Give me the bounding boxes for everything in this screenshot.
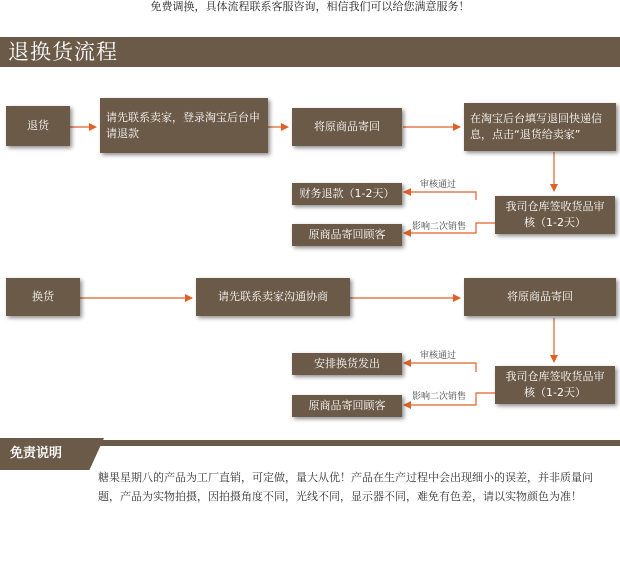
exchange-check-box: 我司仓库签收货品审核（1-2天） [495,366,615,404]
return-pass-box: 财务退款（1-2天） [292,183,402,205]
return-step3-box: 在淘宝后台填写退回快递信息，点击“退货给卖家” [464,103,616,151]
arrow-exchange-pass [404,363,476,372]
exchange-pass-box: 安排换货发出 [292,353,402,375]
return-fail-label: 影响二次销售 [412,222,467,232]
top-note: 免费调换，具体流程联系客服咨询，相信我们可以给您满意服务！ [150,0,470,13]
disclaimer-text: 糖果星期八的产品为工厂直销，可定做，量大从优！产品在生产过程中会出现细小的误差，并非质量问题，产品为实物拍摄，因拍摄角度不同，光线不同，显示器不同，难免有色差，请以实物颜色为准！ [98,471,593,503]
exchange-fail-label: 影响二次销售 [412,392,467,402]
return-pass-label: 审核通过 [420,180,457,190]
exchange-step2-box: 将原商品寄回 [464,278,616,316]
return-fail-box: 原商品寄回顾客 [292,224,402,246]
return-step1-box: 请先联系卖家，登录淘宝后台申请退款 [100,98,268,153]
return-start-box: 退货 [6,106,70,146]
exchange-pass-label: 审核通过 [420,351,457,361]
exchange-fail-box: 原商品寄回顾客 [292,395,402,417]
disclaimer-title: 免责说明 [10,446,63,461]
return-step2-box: 将原商品寄回 [292,108,402,146]
return-check-box: 我司仓库签收货品审核（1-2天） [495,196,615,234]
disclaimer-divider [95,440,620,446]
arrow-return-pass [404,192,476,200]
exchange-start-box: 换货 [6,278,80,316]
banner-title: 退换货流程 [8,40,118,64]
exchange-step1-box: 请先联系卖家沟通协商 [196,278,350,316]
